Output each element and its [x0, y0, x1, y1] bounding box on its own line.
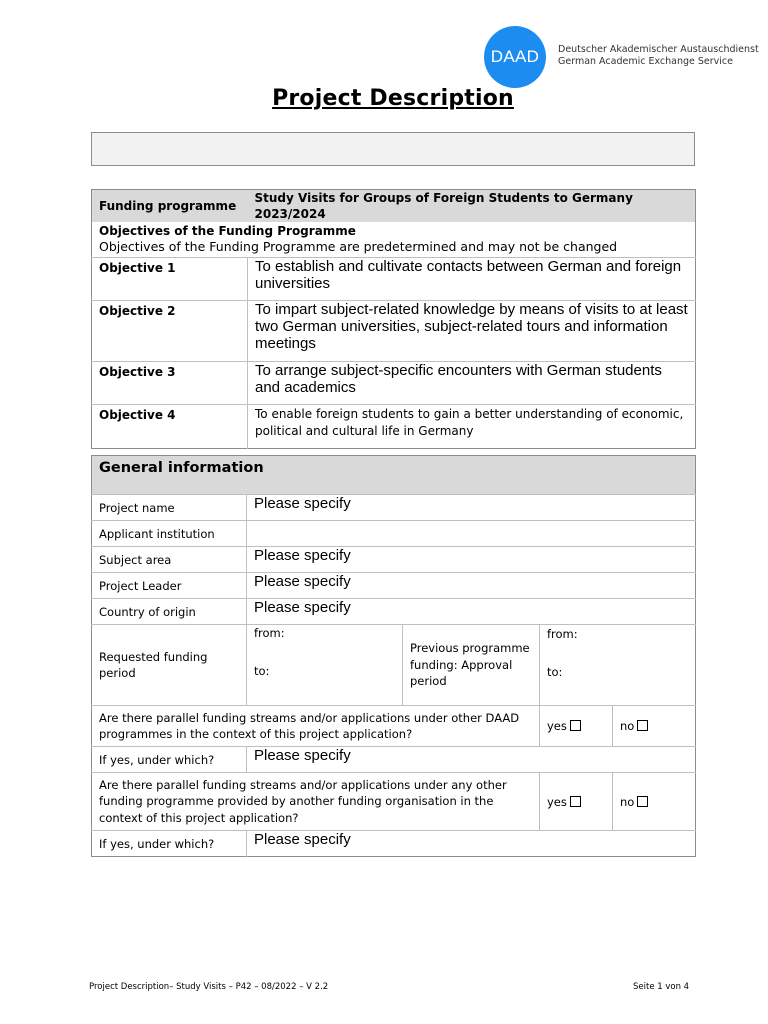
daad-logo [484, 25, 759, 89]
objective-row [92, 405, 696, 449]
objective-row [92, 258, 696, 301]
to-label: to: [547, 665, 563, 679]
other-question: Are there parallel funding streams and/or applications under any other funding programme provided by another funding organisation in the context of this project application? [92, 773, 540, 831]
if-yes-row [92, 747, 696, 773]
project-name-input[interactable]: Please specify [247, 495, 696, 521]
daad-no-option[interactable] [613, 706, 696, 747]
objective-row [92, 362, 696, 405]
yes-label: yes [547, 794, 567, 809]
project-title-field[interactable] [91, 132, 695, 166]
subject-label: Subject area [92, 547, 247, 573]
footer-document-id: Project Description– Study Visits – P42 – 08/2022 – V 2.2 [89, 982, 329, 992]
if-yes-input[interactable]: Please specify [247, 747, 696, 773]
funding-label: Funding programme [92, 190, 248, 223]
from-label: from: [547, 627, 578, 641]
org-name-en: German Academic Exchange Service [558, 56, 733, 67]
funding-value: Study Visits for Groups of Foreign Students to Germany 2023/2024 [248, 190, 696, 223]
funding-period-row [92, 625, 696, 706]
objective-text: To establish and cultivate contacts between German and foreign universities [248, 258, 696, 301]
yes-label: yes [547, 719, 567, 733]
country-label: Country of origin [92, 599, 247, 625]
objective-label: Objective 3 [92, 362, 248, 405]
applicant-input[interactable] [247, 521, 696, 547]
no-checkbox[interactable] [637, 720, 648, 731]
objectives-heading-row [92, 222, 696, 258]
leader-row [92, 573, 696, 599]
country-input[interactable]: Please specify [247, 599, 696, 625]
logo-circle: DAAD [484, 26, 546, 88]
leader-label: Project Leader [92, 573, 247, 599]
previous-funding-label: Previous programme funding: Approval period [403, 625, 540, 706]
objective-label: Objective 4 [92, 405, 248, 449]
org-name [558, 44, 759, 68]
daad-question: Are there parallel funding streams and/or applications under other DAAD programmes in the context of this project application? [92, 706, 540, 747]
objective-label: Objective 2 [92, 301, 248, 362]
funding-table [91, 189, 696, 449]
to-label: to: [254, 664, 270, 678]
yes-checkbox[interactable] [570, 720, 581, 731]
if-yes-row [92, 831, 696, 857]
objectives-heading: Objectives of the Funding Programme [99, 224, 356, 238]
other-yes-option[interactable] [540, 773, 613, 831]
objective-text: To enable foreign students to gain a better understanding of economic, political and cultural life in Germany [248, 405, 696, 449]
applicant-label: Applicant institution [92, 521, 247, 547]
objective-text: To impart subject-related knowledge by means of visits to at least two German universities, subject-related tours and information meetings [248, 301, 696, 362]
org-name-de: Deutscher Akademischer Austauschdienst [558, 44, 759, 55]
country-row [92, 599, 696, 625]
objective-label: Objective 1 [92, 258, 248, 301]
objective-text: To arrange subject-specific encounters with German students and academics [248, 362, 696, 405]
objectives-note: Objectives of the Funding Programme are predetermined and may not be changed [99, 239, 618, 254]
if-yes-label: If yes, under which? [92, 747, 247, 773]
daad-yes-option[interactable] [540, 706, 613, 747]
other-no-option[interactable] [613, 773, 696, 831]
subject-input[interactable]: Please specify [247, 547, 696, 573]
no-label: no [620, 719, 635, 733]
no-label: no [620, 794, 635, 809]
project-name-row [92, 495, 696, 521]
leader-input[interactable]: Please specify [247, 573, 696, 599]
no-checkbox[interactable] [637, 796, 648, 807]
subject-row [92, 547, 696, 573]
page-title: Project Description [272, 86, 514, 111]
other-question-row [92, 773, 696, 831]
project-name-label: Project name [92, 495, 247, 521]
yes-checkbox[interactable] [570, 796, 581, 807]
general-info-table [91, 455, 696, 857]
funding-header-row [92, 190, 696, 223]
period-label: Requested funding period [92, 625, 247, 706]
if-yes-label: If yes, under which? [92, 831, 247, 857]
general-heading-row [92, 456, 696, 495]
applicant-row [92, 521, 696, 547]
general-heading: General information [92, 456, 696, 495]
period-previous-input[interactable] [540, 625, 696, 706]
daad-question-row [92, 706, 696, 747]
period-requested-input[interactable] [247, 625, 403, 706]
objective-row [92, 301, 696, 362]
if-yes-input[interactable]: Please specify [247, 831, 696, 857]
from-label: from: [254, 626, 285, 640]
footer-page-number: Seite 1 von 4 [633, 982, 690, 992]
